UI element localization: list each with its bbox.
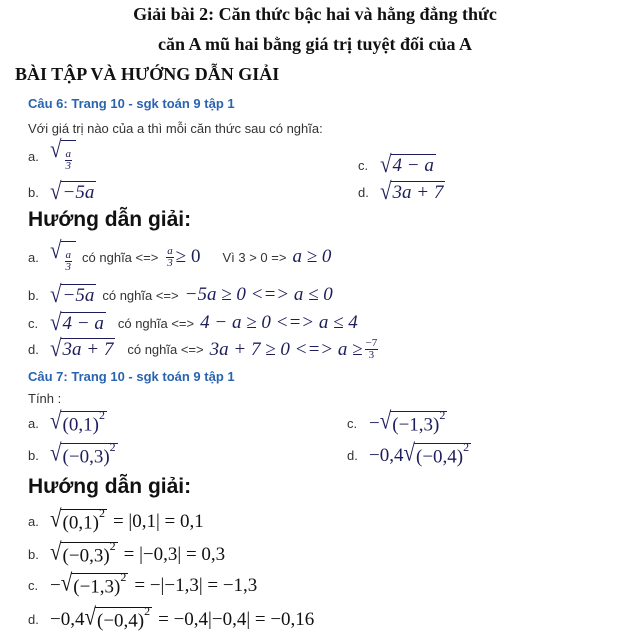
q6-solution-d (28, 334, 380, 362)
q6-solution-heading: Hướng dẫn giải: (28, 208, 192, 231)
q6-item-b (28, 176, 96, 205)
exponent: 2 (109, 539, 116, 553)
radicand: 3a + 7 (62, 339, 114, 361)
q7-item-c (347, 406, 447, 436)
connector-text: có nghĩa <=> (82, 249, 159, 265)
exponent: 2 (98, 408, 105, 422)
item-label: c. (347, 416, 358, 432)
result: a ≥ 0 (292, 246, 332, 267)
item-label: a. (28, 148, 39, 164)
prefix: −0,4 (50, 608, 85, 630)
item-label: b. (28, 184, 39, 200)
q6-item-c (358, 149, 436, 178)
exponent: 2 (120, 570, 127, 584)
item-label: d. (347, 448, 358, 464)
note-text: Vì 3 > 0 => (222, 249, 287, 265)
item-label: b. (28, 547, 39, 563)
question-6-heading: Câu 6: Trang 10 - sgk toán 9 tập 1 (28, 96, 235, 111)
radicand: (0,1) (62, 512, 99, 534)
condition: 4 − a ≥ 0 <=> a ≤ 4 (200, 312, 358, 334)
item-label: d. (28, 342, 39, 357)
math-expression: √ $(0,1)^2$ (50, 406, 105, 436)
item-label: a. (28, 416, 39, 432)
frac-den: 3 (167, 256, 173, 269)
q7-solution-c (28, 568, 258, 598)
item-label: d. (28, 612, 39, 628)
math-expression: −0,4 √ $(-0,4)^2$ (369, 438, 470, 468)
frac-num: −7 (365, 337, 378, 349)
question-7-prompt: Tính : (28, 391, 62, 406)
math-expression: − √ $(-1,3)^2$ = −|−1,3| = −1,3 (50, 568, 258, 598)
section-heading: BÀI TẬP VÀ HƯỚNG DẪN GIẢI (15, 64, 280, 84)
item-label: d. (358, 184, 369, 200)
prefix: −0,4 (369, 444, 404, 466)
math-expression: − √ $(-1,3)^2$ (369, 406, 446, 436)
math-expression: √ −5a (50, 279, 95, 308)
frac-den: 3 (65, 261, 72, 273)
exponent: 2 (144, 604, 151, 618)
radicand: (−1,3) (392, 414, 440, 436)
frac-num: a (167, 244, 173, 257)
condition: −5a ≥ 0 <=> a ≤ 0 (184, 284, 333, 306)
radicand: 4 − a (392, 155, 434, 176)
math-expression: −0,4 √ $(-0,4)^2$ = −0,4|−0,4| = −0,16 (50, 602, 315, 632)
q7-solution-d (28, 602, 315, 632)
q6-solution-b (28, 279, 333, 308)
q6-solution-a (28, 236, 332, 273)
prefix: − (50, 574, 61, 596)
q7-item-a (28, 406, 107, 436)
q7-solution-b (28, 537, 226, 567)
title-line-2: căn A mũ hai bằng giá trị tuyệt đối của A (157, 34, 473, 54)
result: = |0,1| = 0,1 (112, 510, 204, 532)
q7-item-b (28, 438, 118, 468)
math-expression: √ $\frac{a}{3}$ (50, 140, 76, 172)
radicand: −5a (62, 285, 95, 306)
frac-den: 3 (368, 349, 375, 361)
item-label: a. (28, 249, 39, 265)
q7-item-d (347, 438, 471, 468)
exponent: 2 (98, 506, 105, 520)
q7-solution-heading: Hướng dẫn giải: (28, 475, 192, 498)
prefix: − (369, 412, 380, 434)
item-label: c. (28, 578, 39, 594)
title-line-1: Giải bài 2: Căn thức bậc hai và hằng đẳng thức (133, 4, 497, 24)
math-expression: √ $(0,1)^2$ = |0,1| = 0,1 (50, 504, 204, 534)
radicand: −5a (62, 182, 95, 203)
radicand: 4 − a (62, 313, 104, 334)
frac-num: a (65, 249, 72, 261)
item-label: b. (28, 287, 39, 303)
q7-solution-a (28, 504, 204, 534)
radicand: (−0,4) (416, 446, 464, 468)
condition: 3a + 7 ≥ 0 <=> a ≥ (209, 338, 363, 360)
math-expression: √ $(-0,3)^2$ = |−0,3| = 0,3 (50, 537, 226, 567)
radicand: (−0,4) (97, 610, 145, 632)
item-label: c. (358, 157, 369, 173)
math-expression: √ $\frac{a}{3}$ (50, 241, 76, 273)
q6-item-a (28, 135, 76, 172)
frac-den: 3 (65, 160, 72, 172)
result: = −|−1,3| = −1,3 (134, 574, 258, 596)
math-expression: √ −5a (50, 176, 95, 205)
connector-text: có nghĩa <=> (102, 287, 179, 303)
item-label: c. (28, 315, 39, 331)
radicand: (−0,3) (62, 545, 110, 567)
item-label: a. (28, 514, 39, 530)
math-expression: √ 4 − a (50, 307, 104, 336)
result: = |−0,3| = 0,3 (123, 543, 226, 565)
q6-item-d (358, 176, 445, 205)
radicand: (0,1) (62, 414, 99, 436)
exponent: 2 (463, 440, 470, 454)
connector-text: có nghĩa <=> (117, 315, 195, 331)
result: = −0,4|−0,4| = −0,16 (158, 608, 315, 630)
connector-text: có nghĩa <=> (127, 342, 204, 357)
question-6-prompt: Với giá trị nào của a thì mỗi căn thức sau có nghĩa: (28, 121, 323, 136)
frac-num: a (65, 148, 72, 160)
radicand: (−1,3) (73, 576, 121, 598)
item-label: b. (28, 448, 39, 464)
math-expression: √ $(-0,3)^2$ (50, 438, 116, 468)
math-expression: √ 3a + 7 (380, 176, 444, 205)
radicand: (−0,3) (62, 446, 110, 468)
exponent: 2 (439, 408, 446, 422)
exponent: 2 (109, 440, 116, 454)
q6-solution-c (28, 307, 358, 336)
math-expression: √ 4 − a (380, 149, 434, 178)
condition: ≥ 0 (175, 246, 201, 267)
question-7-heading: Câu 7: Trang 10 - sgk toán 9 tập 1 (28, 369, 235, 384)
math-expression: √ 3a + 7 (50, 334, 114, 362)
radicand: 3a + 7 (392, 182, 444, 203)
